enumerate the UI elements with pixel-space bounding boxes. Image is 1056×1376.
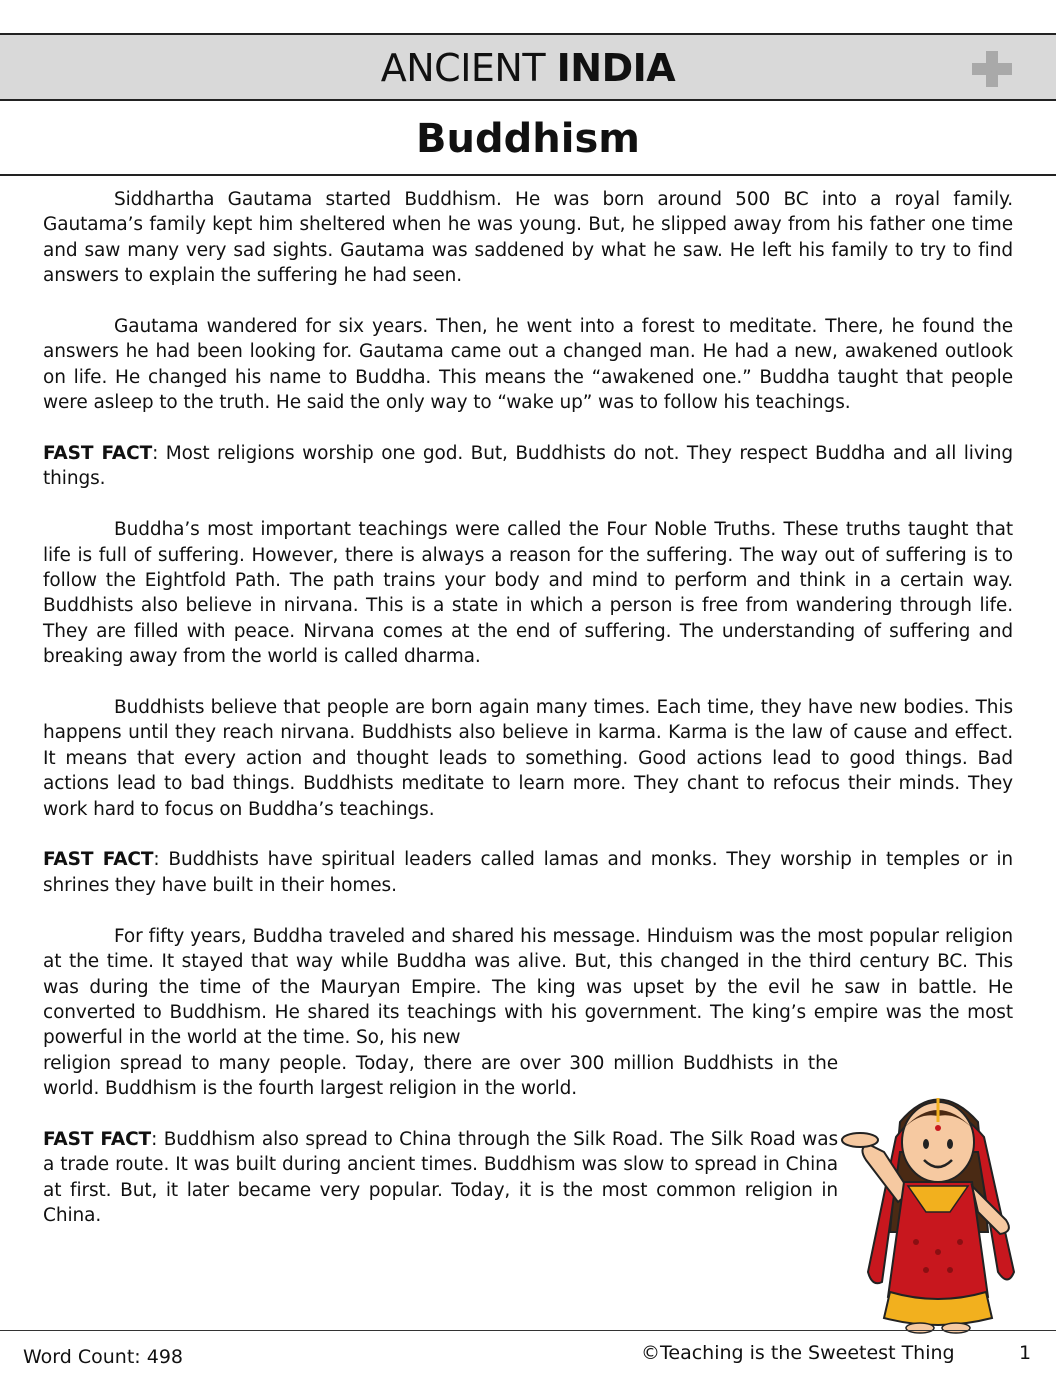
page-title: Buddhism: [416, 116, 640, 162]
plus-icon: [972, 51, 1012, 87]
fast-fact-label: FAST FACT: [43, 1128, 152, 1150]
paragraph: Siddhartha Gautama started Buddhism. He was born around 500 BC into a royal family. Gautama’s family kept him sheltered when he was young. But, he slipped away from his father one time and saw many very sad sights. Gautama was saddened by what he saw. He left his family to try to find answers to explain the suffering he had seen.: [43, 189, 1013, 287]
footer-divider: [0, 1330, 1056, 1331]
copyright-notice: ©Teaching is the Sweetest Thing: [641, 1342, 955, 1364]
fast-fact-label: FAST FACT: [43, 849, 154, 871]
paragraph-continued: religion spread to many people. Today, there are over 300 million Buddhists in the world. Buddhism is the fourth largest religion in the world.: [43, 1052, 838, 1100]
fast-fact: [43, 1127, 838, 1229]
indian-girl-illustration: [838, 1082, 1038, 1334]
fast-fact-label: FAST FACT: [43, 443, 153, 465]
paragraph: Gautama wandered for six years. Then, he went into a forest to meditate. There, he found the answers he had been looking for. Gautama came out a changed man. He had a new, awakened outlook on life. He changed his name to Buddha. This means the “awakened one.” Buddha taught that people were asleep to the truth. He said the only way to “wake up” was to follow his teachings.: [43, 316, 1013, 414]
series-title: ANCIENT INDIA: [380, 46, 676, 90]
word-count: Word Count: 498: [23, 1346, 184, 1368]
paragraph: Buddhists believe that people are born again many times. Each time, they have new bodies. This happens until they reach nirvana. Buddhists also believe in karma. Karma is the law of cause and effect. It means that every action and thought leads to something. Good actions lead to good things. Bad actions lead to bad things. Buddhists meditate to learn more. They chant to refocus their minds. They work hard to focus on Buddha’s teachings.: [43, 697, 1013, 820]
paragraph: Buddha’s most important teachings were called the Four Noble Truths. These truths taught that life is full of suffering. However, there is always a reason for the suffering. The way out of suffering is to follow the Eightfold Path. The path trains your body and mind to perform and think in a certain way. Buddhists also believe in nirvana. This is a state in which a person is free from wandering through life. They are filled with peace. Nirvana comes at the end of suffering. The understanding of suffering and breaking away from the world is called dharma.: [43, 519, 1013, 668]
series-header: [0, 33, 1056, 101]
fast-fact-text: : Most religions worship one god. But, Buddhists do not. They respect Buddha and all living things.: [43, 443, 1013, 490]
fast-fact: [43, 847, 1013, 898]
fast-fact-text: : Buddhism also spread to China through the Silk Road. The Silk Road was a trade route. It was built during ancient times. Buddhism was slow to spread in China at first. But, it later became very popular. Today, it is the most common religion in China.: [43, 1128, 838, 1227]
page-number: 1: [1019, 1342, 1032, 1364]
fast-fact-text: : Buddhists have spiritual leaders called lamas and monks. They worship in temples or in shrines they have built in their homes.: [43, 849, 1013, 896]
paragraph: For fifty years, Buddha traveled and shared his message. Hinduism was the most popular religion at the time. It stayed that way while Buddha was alive. But, this changed in the third century BC. This was during the time of the Mauryan Empire. The king was upset by the evil he saw in battle. He converted to Buddhism. He shared its teachings with his government. The king’s empire was the most powerful in the world at the time. So, his new: [43, 925, 1013, 1049]
title-divider: [0, 174, 1056, 176]
fast-fact: [43, 441, 1013, 492]
